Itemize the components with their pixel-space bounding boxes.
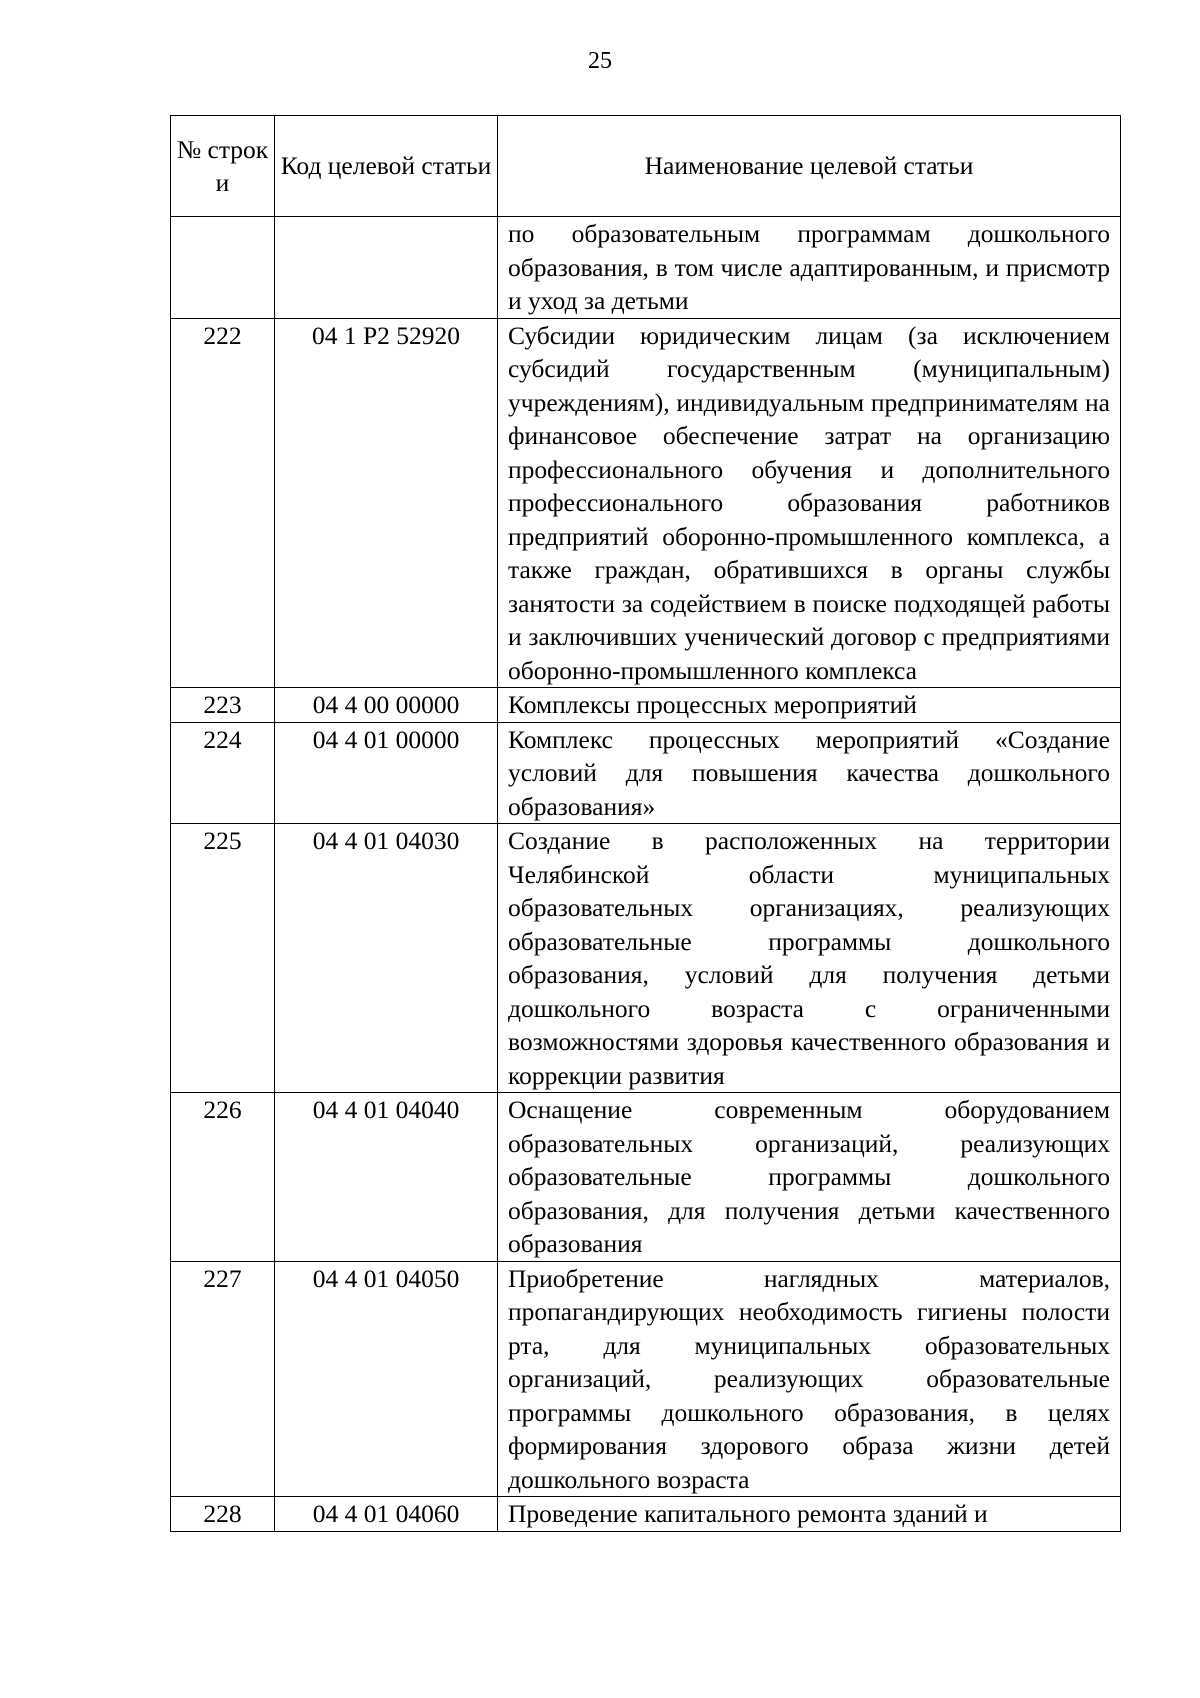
- row-number: [171, 217, 275, 319]
- row-code: 04 4 01 00000: [275, 722, 498, 824]
- table-row: [171, 217, 1121, 319]
- row-code: 04 4 01 04040: [275, 1093, 498, 1262]
- row-name: Приобретение наглядных материалов, пропагандирующих необходимость гигиены полости рта, для муниципальных образовательных организаций, реализующих образовательные программы дошкольного образования, в целях формирования здорового образа жизни детей дошкольного возраста: [498, 1261, 1121, 1497]
- row-number: 225: [171, 824, 275, 1093]
- page-number: 25: [588, 48, 612, 74]
- row-number: 222: [171, 318, 275, 688]
- target-articles-table: [170, 115, 1121, 1532]
- header-row-number: № строк и: [171, 116, 275, 217]
- row-code: 04 4 00 00000: [275, 688, 498, 723]
- row-number: 228: [171, 1497, 275, 1532]
- row-number: 223: [171, 688, 275, 723]
- row-name: Комплексы процессных мероприятий: [498, 688, 1121, 723]
- table-row: [171, 1261, 1121, 1497]
- table-row: [171, 824, 1121, 1093]
- table-row: [171, 688, 1121, 723]
- table-row: [171, 1093, 1121, 1262]
- table-row: [171, 1497, 1121, 1532]
- row-number: 224: [171, 722, 275, 824]
- row-name: Комплекс процессных мероприятий «Создание условий для повышения качества дошкольного образования»: [498, 722, 1121, 824]
- table-row: [171, 318, 1121, 688]
- row-code: [275, 217, 498, 319]
- row-name: Субсидии юридическим лицам (за исключением субсидий государственным (муниципальным) учреждениям), индивидуальным предпринимателям на финансовое обеспечение затрат на организацию профессионального обучения и дополнительного профессионального образования работников предприятий оборонно-промышленного комплекса, а также граждан, обратившихся в органы службы занятости за содействием в поиске подходящей работы и заключивших ученический договор с предприятиями оборонно-промышленного комплекса: [498, 318, 1121, 688]
- row-code: 04 4 01 04060: [275, 1497, 498, 1532]
- row-number: 226: [171, 1093, 275, 1262]
- row-name: Проведение капитального ремонта зданий и: [498, 1497, 1121, 1532]
- table-header-row: [171, 116, 1121, 217]
- row-name: Оснащение современным оборудованием образовательных организаций, реализующих образовательные программы дошкольного образования, для получения детьми качественного образования: [498, 1093, 1121, 1262]
- row-code: 04 4 01 04030: [275, 824, 498, 1093]
- row-name: Создание в расположенных на территории Челябинской области муниципальных образовательных организациях, реализующих образовательные программы дошкольного образования, условий для получения детьми дошкольного возраста с ограниченными возможностями здоровья качественного образования и коррекции развития: [498, 824, 1121, 1093]
- table-row: [171, 722, 1121, 824]
- row-number: 227: [171, 1261, 275, 1497]
- row-code: 04 1 Р2 52920: [275, 318, 498, 688]
- row-name: по образовательным программам дошкольного образования, в том числе адаптированным, и присмотр и уход за детьми: [498, 217, 1121, 319]
- header-code: Код целевой статьи: [275, 116, 498, 217]
- header-name: Наименование целевой статьи: [498, 116, 1121, 217]
- row-code: 04 4 01 04050: [275, 1261, 498, 1497]
